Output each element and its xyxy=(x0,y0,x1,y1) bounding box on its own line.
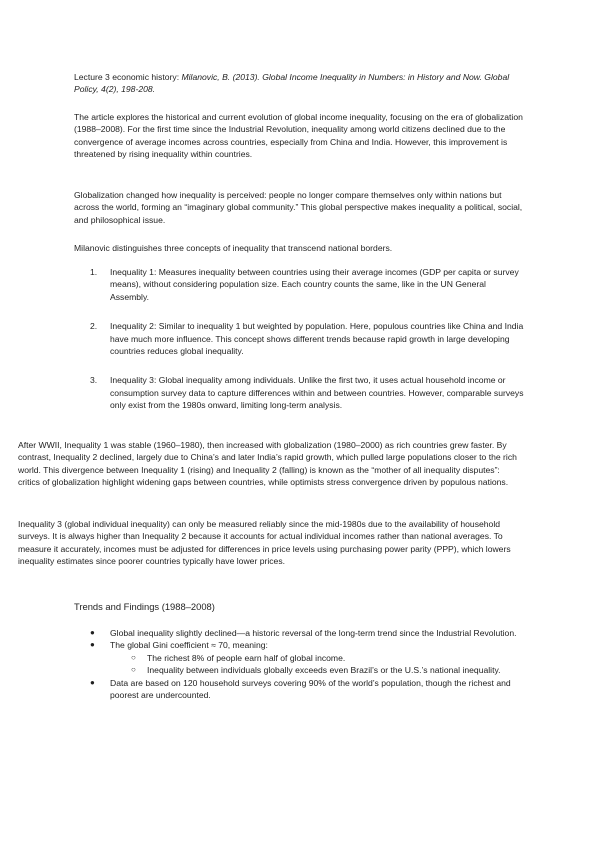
list-number: 1. xyxy=(90,267,98,277)
inequality-concepts-list xyxy=(74,266,526,412)
list-item xyxy=(74,639,526,676)
sub-list-item xyxy=(110,664,526,676)
list-item-text: Data are based on 120 household surveys covering 90% of the world’s population, though the richest and poorest are undercounted. xyxy=(110,677,511,701)
list-item xyxy=(74,266,526,303)
title-prefix: Lecture 3 economic history: xyxy=(74,72,182,82)
bullet-icon: ● xyxy=(90,677,95,687)
list-item xyxy=(74,320,526,357)
sub-list-item xyxy=(110,652,526,664)
list-item-text: Inequality 2: Similar to inequality 1 but weighted by population. Here, populous countries like China and India have much more influence. This concept shows different trends because rapid growth in large developing countries reduces global inequality. xyxy=(110,321,524,357)
gini-sublist xyxy=(110,652,526,677)
list-item xyxy=(74,677,526,702)
sub-list-item-text: The richest 8% of people earn half of global income. xyxy=(147,652,346,663)
concepts-intro-paragraph: Milanovic distinguishes three concepts of inequality that transcend national borders. xyxy=(74,243,393,253)
list-number: 3. xyxy=(90,375,98,386)
sub-list-item-text: Inequality between individuals globally exceeds even Brazil’s or the U.S.’s national inequality. xyxy=(147,665,501,676)
intro-paragraph: The article explores the historical and current evolution of global income inequality, focusing on the era of globalization (1988–2008). For the first time since the Industrial Revolution, inequality among world citizens declined due to the convergence of average incomes across countries, especially from China and India. However, this improvement is threatened by rising inequality within countries. xyxy=(74,112,523,160)
bullet-icon: ● xyxy=(90,640,95,650)
lecture-title xyxy=(74,71,528,96)
list-item xyxy=(74,374,526,411)
findings-list xyxy=(74,627,526,701)
bullet-icon: ● xyxy=(90,628,95,637)
list-item-text: Global inequality slightly declined—a historic reversal of the long-term trend since the Industrial Revolution. xyxy=(110,628,517,638)
list-item-text: Inequality 3: Global inequality among individuals. Unlike the first two, it uses actual household income or consumption survey data to capture differences within and between countries. However, comparable surveys only exist from the 1980s onward, limiting long-term analysis. xyxy=(110,375,524,411)
trends-heading: Trends and Findings (1988–2008) xyxy=(74,601,215,612)
hollow-bullet-icon: ○ xyxy=(131,665,136,675)
list-item xyxy=(74,627,526,639)
postwar-trends-paragraph: After WWII, Inequality 1 was stable (1960–1980), then increased with globalization (1980–2000) as rich countries grew faster. By contrast, Inequality 2 declined, largely due to China’s and later India’s rapid growth, which pulled large populations closer to the rich world. This divergence between Inequality 1 (rising) and Inequality 2 (falling) is known as the “mother of all inequality disputes”: critics of globalization highlight widening gaps between countries, while optimists stress convergence driven by populous nations. xyxy=(18,440,517,488)
list-item-text: Inequality 1: Measures inequality between countries using their average incomes (GDP per capita or survey means), without considering population size. Each country counts the same, like in the UN General Assembly. xyxy=(110,267,519,302)
list-item-text: The global Gini coefficient ≈ 70, meaning: xyxy=(110,640,268,651)
citation-reference: Milanovic, B. (2013). Global Income Inequality in Numbers: in History and Now. Global Policy, 4(2), 198-208. xyxy=(74,72,510,95)
list-number: 2. xyxy=(90,321,98,332)
hollow-bullet-icon: ○ xyxy=(131,652,136,662)
globalization-paragraph: Globalization changed how inequality is perceived: people no longer compare themselves only within nations but across the world, forming an “imaginary global community.” This global perspective makes inequality a political, social, and philosophical issue. xyxy=(74,190,523,225)
inequality3-paragraph: Inequality 3 (global individual inequality) can only be measured reliably since the mid-1980s due to the availability of household surveys. It is always higher than Inequality 2 because it accounts for actual individual incomes rather than national averages. To measure it accurately, incomes must be adjusted for differences in price levels using purchasing power parity (PPP), which lowers inequality estimates since poorer countries typically have lower prices. xyxy=(18,519,511,567)
